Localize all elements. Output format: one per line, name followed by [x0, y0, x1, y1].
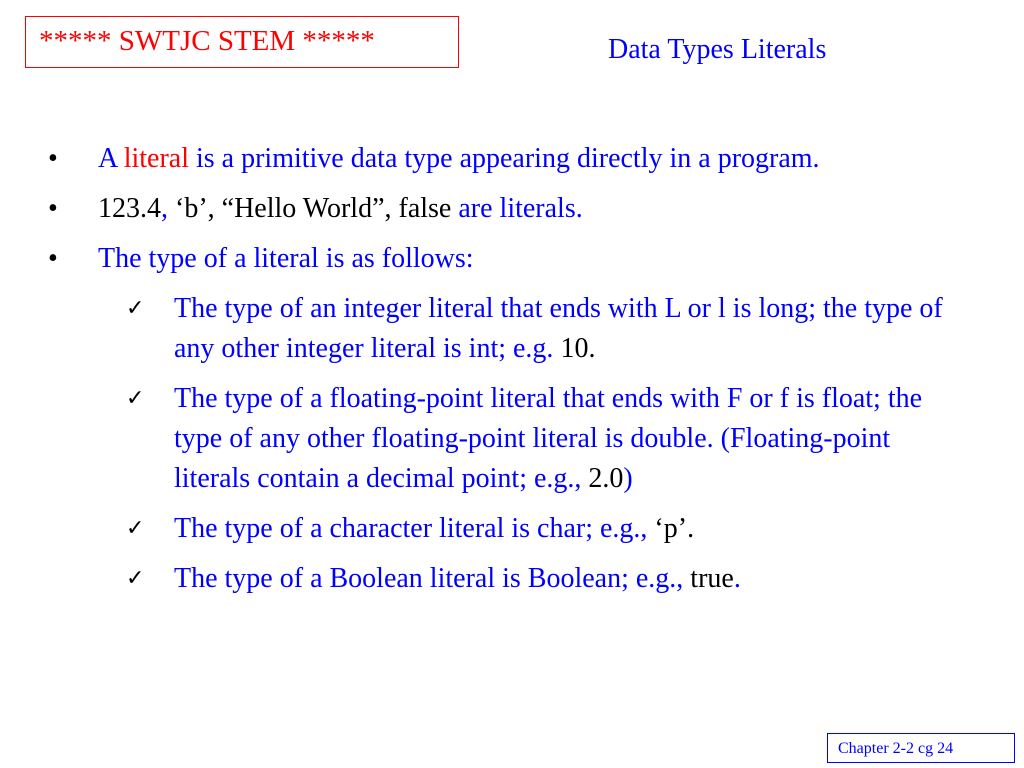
check-text-part: . [733, 563, 741, 594]
checkmark-icon: ✓ [126, 566, 145, 591]
check-item-boolean [0, 559, 1024, 599]
checkmark-icon: ✓ [126, 296, 145, 321]
slide-content [0, 139, 1024, 599]
footer-label-box [827, 733, 1015, 763]
check-text-part: The type of an integer literal that ends with L or l is long; the type of any other integer literal is int; e.g. [174, 293, 943, 364]
bullet-literal-examples [0, 189, 1024, 229]
bullet-literal-types [0, 239, 1024, 279]
example-values: ‘b’, “Hello World”, false [175, 193, 452, 224]
check-text-part: . [687, 513, 695, 544]
check-text-part: . [588, 333, 596, 364]
bullet-text-part: A [98, 143, 124, 174]
bullet-icon: • [48, 143, 58, 174]
example-value: ‘p’ [654, 513, 688, 544]
checkmark-icon: ✓ [126, 516, 145, 541]
bullet-icon: • [48, 193, 58, 224]
bullet-icon: • [48, 243, 58, 274]
check-text-part: ) [623, 463, 633, 494]
bullet-text-part: , [161, 193, 175, 224]
slide-title: Data Types Literals [608, 34, 827, 65]
footer-label: Chapter 2-2 cg 24 [838, 740, 954, 757]
check-item-character [0, 509, 1024, 549]
check-text-part: The type of a character literal is char; e.g., [174, 513, 655, 544]
example-value: 10 [560, 333, 589, 364]
example-value: true [690, 563, 734, 594]
bullet-literal-definition [0, 139, 1024, 179]
header-label: ***** SWTJC STEM ***** [39, 25, 375, 57]
check-item-integer [0, 289, 1024, 369]
check-item-floating-point [0, 379, 1024, 499]
check-text-part: The type of a floating-point literal that ends with F or f is float; the type of any other floating-point literal is double. (Floating-point literals contain a decimal point; e.g., [174, 383, 923, 494]
bullet-text-part: is a primitive data type appearing directly in a program. [188, 143, 820, 174]
bullet-text: The type of a literal is as follows: [98, 243, 474, 274]
literal-keyword: literal [123, 143, 189, 174]
checkmark-icon: ✓ [126, 386, 145, 411]
bullet-text-part: are literals. [451, 193, 583, 224]
header-label-box [25, 16, 459, 68]
example-number: 123.4 [98, 193, 161, 224]
check-text-part: The type of a Boolean literal is Boolean; e.g., [174, 563, 691, 594]
example-value: 2.0 [588, 463, 624, 494]
